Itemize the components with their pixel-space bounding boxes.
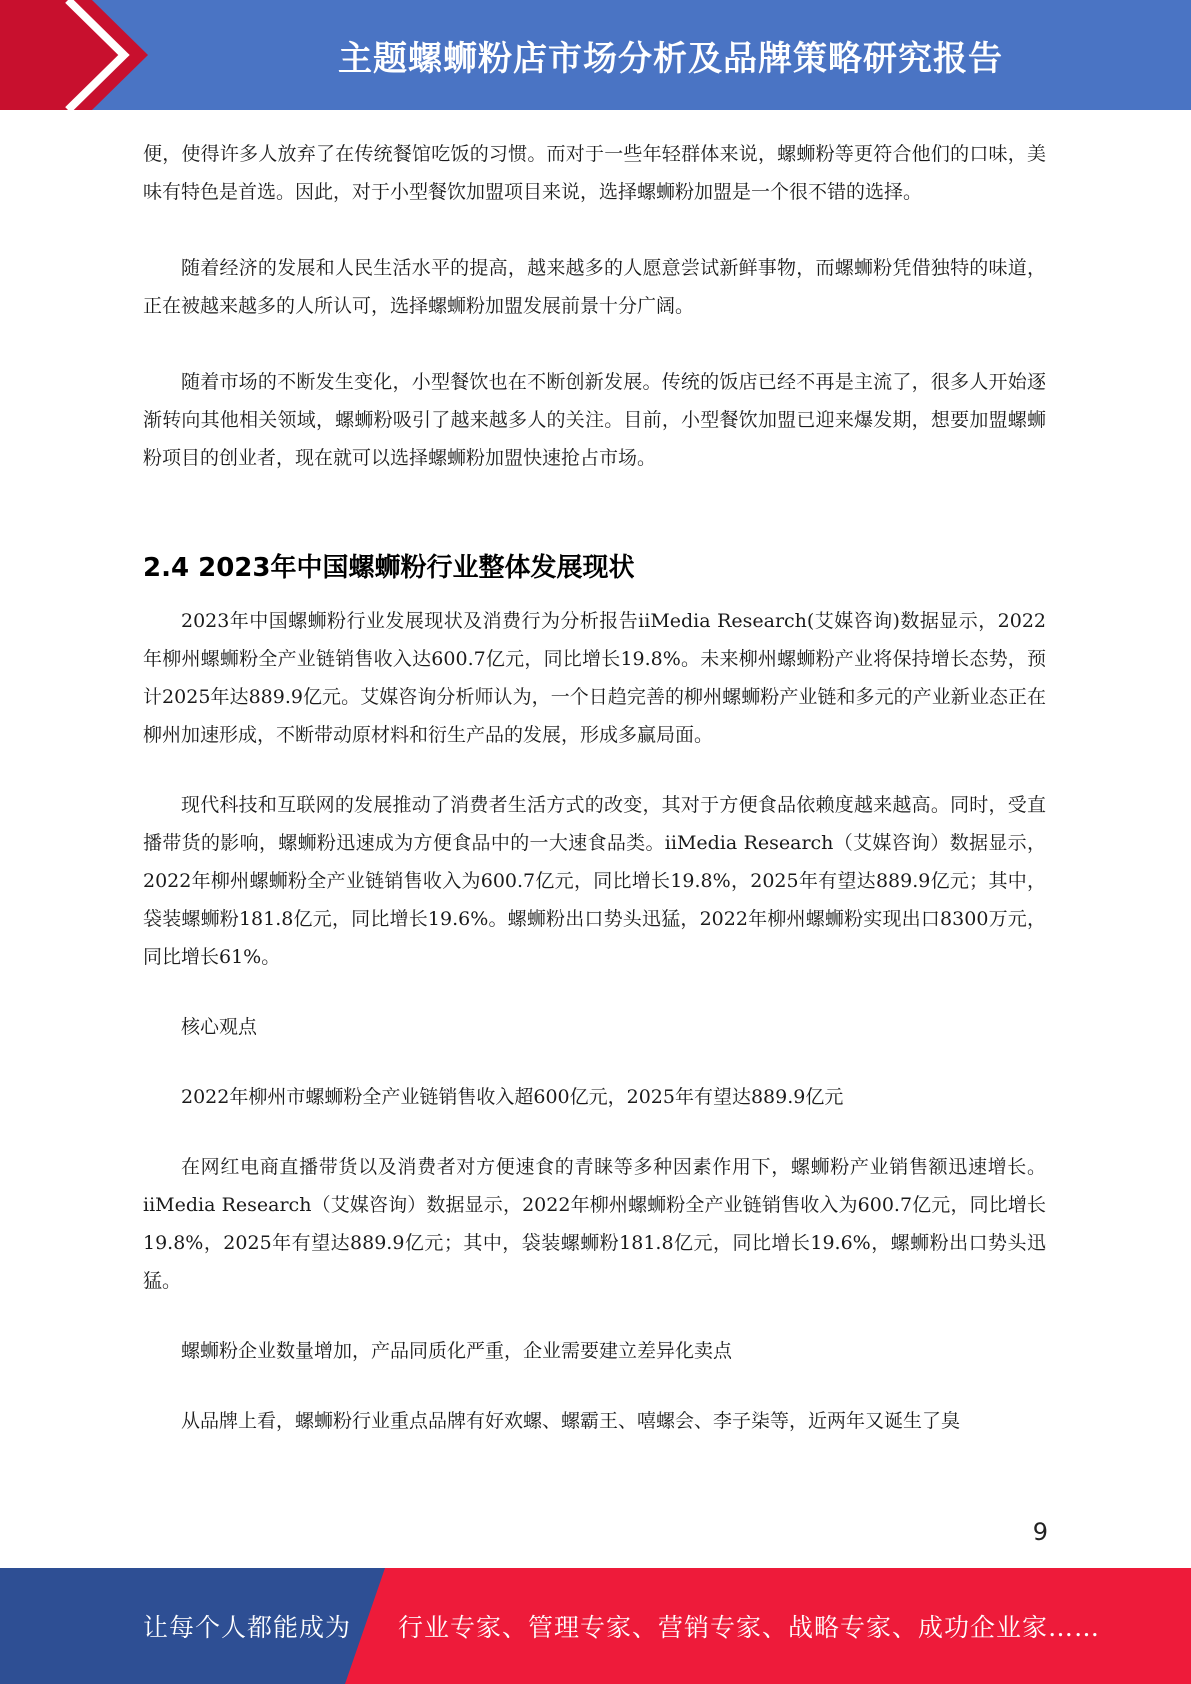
- key-point: 2022年柳州市螺蛳粉全产业链销售收入超600亿元，2025年有望达889.9亿元: [181, 1086, 844, 1108]
- footer-slogan-right: 行业专家、管理专家、营销专家、战略专家、成功企业家……: [398, 1613, 1101, 1642]
- footer-slogan-left: 让每个人都能成为: [143, 1613, 352, 1642]
- continued-paragraph: 便，使得许多人放弃了在传统餐馆吃饭的习惯。而对于一些年轻群体来说，螺蛳粉等更符合他们的口味，美味有特色是首选。因此，对于小型餐饮加盟项目来说，选择螺蛳粉加盟是一个很不错的选择。: [143, 143, 1046, 203]
- page-header: [0, 0, 1191, 110]
- report-title: 主题螺蛳粉店市场分析及品牌策略研究报告: [338, 38, 1003, 79]
- paragraph: 现代科技和互联网的发展推动了消费者生活方式的改变，其对于方便食品依赖度越来越高。同时，受直播带货的影响，螺蛳粉迅速成为方便食品中的一大速食品类。iiMedia Research（艾媒咨询）数据显示，2022年柳州螺蛳粉全产业链销售收入为600.7亿元，同比增长19.8%，2025年有望达889.9亿元；其中，袋装螺蛳粉181.8亿元，同比增长19.6%。螺蛳粉出口势头迅猛，2022年柳州螺蛳粉实现出口8300万元，同比增长61%。: [143, 794, 1046, 968]
- page-footer: [0, 1568, 1191, 1684]
- section-heading: 2.4 2023年中国螺蛳粉行业整体发展现状: [143, 553, 635, 583]
- header-chevron-icon: [0, 0, 160, 110]
- page-number: 9: [1032, 1518, 1048, 1546]
- paragraph: 从品牌上看，螺蛳粉行业重点品牌有好欢螺、螺霸王、嘻螺会、李子柒等，近两年又诞生了臭: [181, 1410, 961, 1432]
- subheading-core-views: 核心观点: [181, 1016, 258, 1038]
- paragraph: 随着经济的发展和人民生活水平的提高，越来越多的人愿意尝试新鲜事物，而螺蛳粉凭借独特的味道，正在被越来越多的人所认可，选择螺蛳粉加盟发展前景十分广阔。: [143, 257, 1046, 317]
- paragraph: 2023年中国螺蛳粉行业发展现状及消费行为分析报告iiMedia Research(艾媒咨询)数据显示，2022年柳州螺蛳粉全产业链销售收入达600.7亿元，同比增长19.8%。未来柳州螺蛳粉产业将保持增长态势，预计2025年达889.9亿元。艾媒咨询分析师认为，一个日趋完善的柳州螺蛳粉产业链和多元的产业新业态正在柳州加速形成，不断带动原材料和衍生产品的发展，形成多赢局面。: [143, 610, 1046, 746]
- page-content: [143, 135, 1046, 1440]
- paragraph: 随着市场的不断发生变化，小型餐饮也在不断创新发展。传统的饭店已经不再是主流了，很多人开始逐渐转向其他相关领域，螺蛳粉吸引了越来越多人的关注。目前，小型餐饮加盟已迎来爆发期，想要加盟螺蛳粉项目的创业者，现在就可以选择螺蛳粉加盟快速抢占市场。: [143, 371, 1046, 469]
- paragraph: 在网红电商直播带货以及消费者对方便速食的青睐等多种因素作用下，螺蛳粉产业销售额迅速增长。iiMedia Research（艾媒咨询）数据显示，2022年柳州螺蛳粉全产业链销售收入为600.7亿元，同比增长19.8%，2025年有望达889.9亿元；其中，袋装螺蛳粉181.8亿元，同比增长19.6%，螺蛳粉出口势头迅猛。: [143, 1156, 1046, 1292]
- key-point: 螺蛳粉企业数量增加，产品同质化严重，企业需要建立差异化卖点: [181, 1340, 733, 1362]
